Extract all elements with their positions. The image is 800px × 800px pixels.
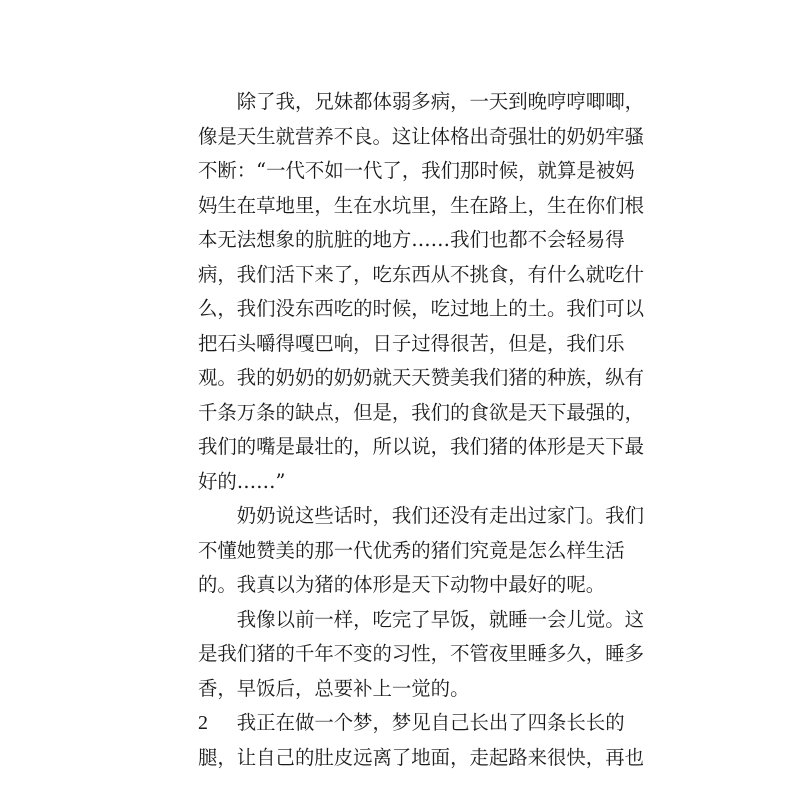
text-line: 么，我们没东西吃的时候，吃过地上的土。我们可以 <box>198 297 644 320</box>
text-line: 不断：“一代不如一代了，我们那时候，就算是被妈 <box>198 159 635 182</box>
paragraph-1 <box>198 85 644 499</box>
text-line: 病，我们活下来了，吃东西从不挑食，有什么就吃什 <box>198 262 644 286</box>
body-text <box>198 85 644 775</box>
text-line: 本无法想象的肮脏的地方……我们也都不会轻易得 <box>198 228 625 251</box>
text-line: 观。我的奶奶的奶奶就天天赞美我们猪的种族，纵有 <box>198 366 644 389</box>
page-number: 2 <box>198 712 208 734</box>
text-line: 奶奶说这些话时，我们还没有走出过家门。我们 <box>236 504 644 527</box>
paragraph-4 <box>198 706 644 775</box>
paragraph-3 <box>198 603 644 707</box>
text-line: 香，早饭后，总要补上一觉的。 <box>198 676 470 700</box>
text-line: 我们的嘴是最壮的，所以说，我们猪的体形是天下最 <box>198 435 644 458</box>
text-line: 像是天生就营养不良。这让体格出奇强壮的奶奶牢骚 <box>198 124 644 148</box>
text-line: 好的……” <box>198 469 286 493</box>
text-line: 妈生在草地里，生在水坑里，生在路上，生在你们根 <box>198 193 644 217</box>
text-line: 除了我，兄妹都体弱多病，一天到晚哼哼唧唧， <box>236 90 644 113</box>
text-line: 腿，让自己的肚皮远离了地面，走起路来很快，再也 <box>198 745 644 769</box>
text-line: 我像以前一样，吃完了早饭，就睡一会儿觉。这 <box>236 607 644 631</box>
text-line: 是我们猪的千年不变的习性，不管夜里睡多久，睡多 <box>198 642 644 665</box>
text-line: 不懂她赞美的那一代优秀的猪们究竟是怎么样生活 <box>198 538 625 562</box>
paragraph-2 <box>198 499 644 603</box>
text-line: 的。我真以为猪的体形是天下动物中最好的呢。 <box>198 573 606 596</box>
text-line: 把石头嚼得嘎巴响，日子过得很苦，但是，我们乐 <box>198 331 625 355</box>
text-line: 我正在做一个梦，梦见自己长出了四条长长的 <box>236 711 625 734</box>
text-line: 千条万条的缺点，但是，我们的食欲是天下最强的， <box>198 400 644 424</box>
